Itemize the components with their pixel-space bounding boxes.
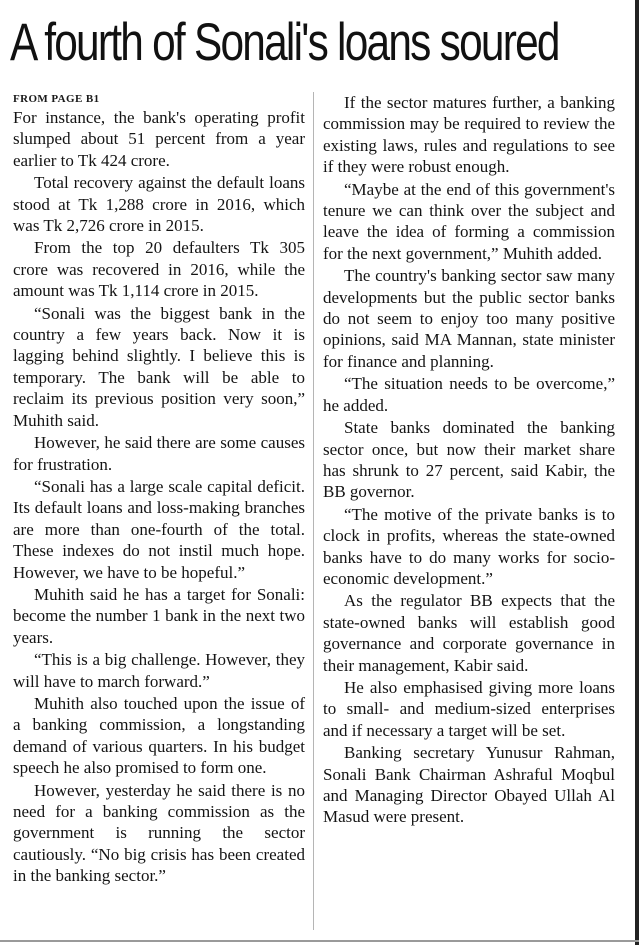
paragraph: As the regulator BB expects that the state-owned banks will establish good governance and corporate governance in their management, Kabir said. (323, 591, 615, 675)
paragraph: He also emphasised giving more loans to small- and medium-sized enterprises and if necessary a target will be set. (323, 677, 615, 740)
paragraph: Banking secretary Yunusur Rahman, Sonali Bank Chairman Ashraful Moqbul and Managing Director Obayed Ullah Al Masud were present. (323, 743, 615, 827)
paragraph: State banks dominated the banking sector once, but now their market share has shrunk to 27 percent, said Kabir, the BB governor. (323, 418, 615, 502)
column-divider (313, 92, 314, 930)
paragraph: However, he said there are some causes for frustration. (13, 433, 305, 474)
paragraph: Muhith also touched upon the issue of a banking commission, a longstanding demand of various quarters. In his budget speech he also promised to form one. (13, 693, 305, 778)
article-column-left (13, 92, 305, 887)
paragraph: The country's banking sector saw many developments but the public sector banks do not seem to enjoy too many positive opinions, said MA Mannan, state minister for finance and planning. (323, 266, 615, 371)
article-column-right (323, 92, 615, 828)
headline: A fourth of Sonali's loans soured (10, 13, 559, 72)
paragraph: Total recovery against the default loans stood at Tk 1,288 crore in 2016, which was Tk 2,726 crore in 2015. (13, 173, 305, 236)
paragraph: If the sector matures further, a banking commission may be required to review the existing laws, rules and regulations to see if they were robust enough. (323, 93, 615, 177)
scan-edge-bottom (0, 940, 639, 942)
paragraph: “This is a big challenge. However, they will have to march forward.” (13, 650, 305, 691)
paragraph: However, yesterday he said there is no need for a banking commission as the government is running the sector cautiously. “No big crisis has been created in the banking sector.” (13, 780, 305, 886)
paragraph: “The situation needs to be overcome,” he added. (323, 374, 615, 415)
paragraph: “Sonali was the biggest bank in the country a few years back. Now it is lagging behind slightly. I believe this is temporary. The bank will be able to reclaim its previous position very soon,” Muhith said. (13, 303, 305, 430)
scan-edge-right (635, 0, 639, 945)
paragraph: Muhith said he has a target for Sonali: become the number 1 bank in the next two years. (13, 584, 305, 647)
paragraph: For instance, the bank's operating profit slumped about 51 percent from a year earlier to Tk 424 crore. (13, 108, 305, 170)
paragraph: From the top 20 defaulters Tk 305 crore was recovered in 2016, while the amount was Tk 1,114 crore in 2015. (13, 238, 305, 301)
paragraph: “The motive of the private banks is to clock in profits, whereas the state-owned banks have to do many works for socio-economic development.” (323, 504, 615, 588)
paragraph: “Sonali has a large scale capital deficit. Its default loans and loss-making branches are more than one-fourth of the total. These indexes do not instil much hope. However, we have to be hopeful.” (13, 476, 305, 582)
dateline: FROM PAGE B1 (13, 93, 100, 105)
paragraph: “Maybe at the end of this government's tenure we can think over the subject and leave the idea of forming a commission for the next government,” Muhith added. (323, 179, 615, 263)
